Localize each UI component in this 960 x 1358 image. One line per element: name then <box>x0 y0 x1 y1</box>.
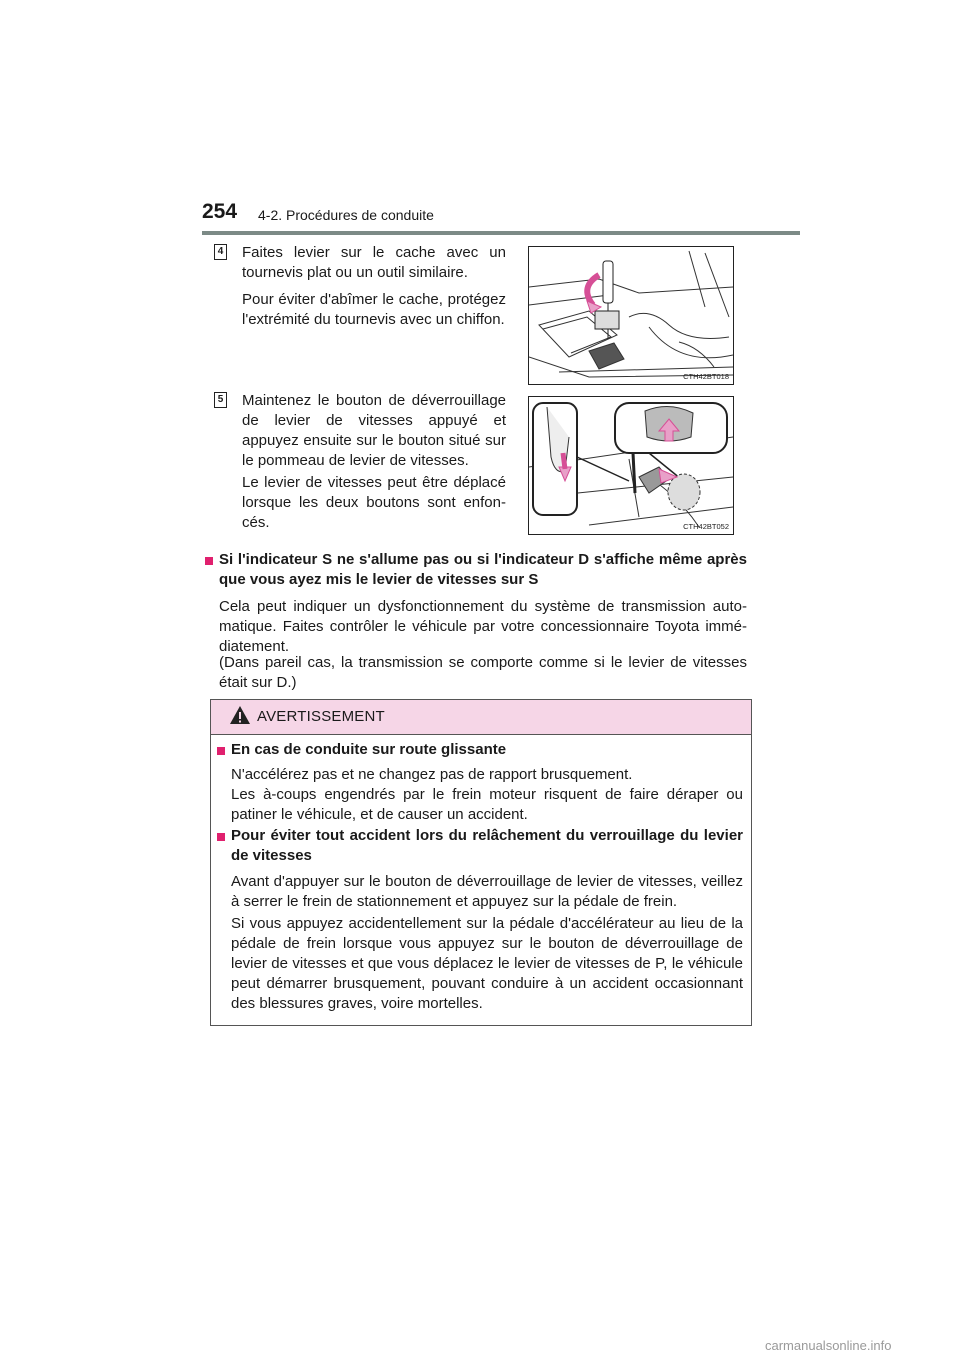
warning-title: AVERTISSEMENT <box>257 708 385 725</box>
warning-triangle-icon <box>229 705 251 725</box>
step-number-5: 5 <box>214 392 227 408</box>
warning-shift-lock-para1: Avant d'appuyer sur le bouton de déverrouillage de levier de vitesses, veillez à serrer le frein de stationnement et appuyez sur la pédale de frein. <box>231 873 743 910</box>
watermark: carmanualsonline.info <box>765 1338 892 1353</box>
figure-code: CTH42BT018 <box>683 372 729 381</box>
figure-screwdriver-cover <box>528 246 734 385</box>
warning-shift-lock-heading: Pour éviter tout accident lors du relâchement du verrouillage du levier de vitesses <box>231 827 743 864</box>
note-body: Cela peut indiquer un dysfonctionnement du système de transmission automatique. Faites contrôler le véhicule par votre concessionnaire Toyota immédiatement. <box>219 598 747 655</box>
header-rule <box>202 231 800 235</box>
section-title: 4-2. Procédures de conduite <box>258 207 434 223</box>
figure-shift-release-button <box>528 396 734 535</box>
warning-box <box>210 699 752 1026</box>
note-heading: Si l'indicateur S ne s'allume pas ou si l'indicateur D s'affiche même après que vous ayez mis le levier de vitesses sur S <box>219 551 747 588</box>
warning-slippery-line2: Les à-coups engendrés par le frein moteur risquent de faire déraper ou patiner le véhicule, et de causer un accident. <box>231 786 743 823</box>
shift-release-illustration <box>529 397 733 534</box>
step-5-note: Le levier de vitesses peut être déplacé lorsque les deux boutons sont enfoncés. <box>242 474 506 531</box>
screwdriver-illustration <box>529 247 733 384</box>
bullet-square <box>217 833 225 841</box>
warning-shift-lock-para2: Si vous appuyez accidentellement sur la pédale d'accélérateur au lieu de la pédale de frein lorsque vous appuyez sur le bouton de déverrouillage de levier de vitesses et que vous déplacez le levier de vitesses de P, le véhicule peut démarrer brusquement, pouvant conduire à un accident occasionnant des blessures graves, voire mortelles. <box>231 915 743 1012</box>
warning-slippery-heading: En cas de conduite sur route glissante <box>231 741 507 758</box>
bullet-square <box>217 747 225 755</box>
figure-code: CTH42BT052 <box>683 522 729 531</box>
note-body-parenthetical: (Dans pareil cas, la transmission se comporte comme si le levier de vitesses était sur D.) <box>219 654 747 691</box>
step-5-text: Maintenez le bouton de déverrouillage de levier de vitesses appuyé et appuyez ensuite sur le bouton situé sur le pommeau de levier de vitesses. <box>242 392 506 469</box>
warning-header <box>211 700 751 735</box>
warning-slippery-line1: N'accélérez pas et ne changez pas de rapport brusquement. <box>231 766 633 783</box>
page-number: 254 <box>202 200 238 223</box>
step-4-text: Faites levier sur le cache avec un tournevis plat ou un outil similaire. <box>242 244 506 281</box>
step-4-note: Pour éviter d'abîmer le cache, protégez l'extrémité du tournevis avec un chiffon. <box>242 291 506 328</box>
bullet-square <box>205 557 213 565</box>
step-number-4: 4 <box>214 244 227 260</box>
